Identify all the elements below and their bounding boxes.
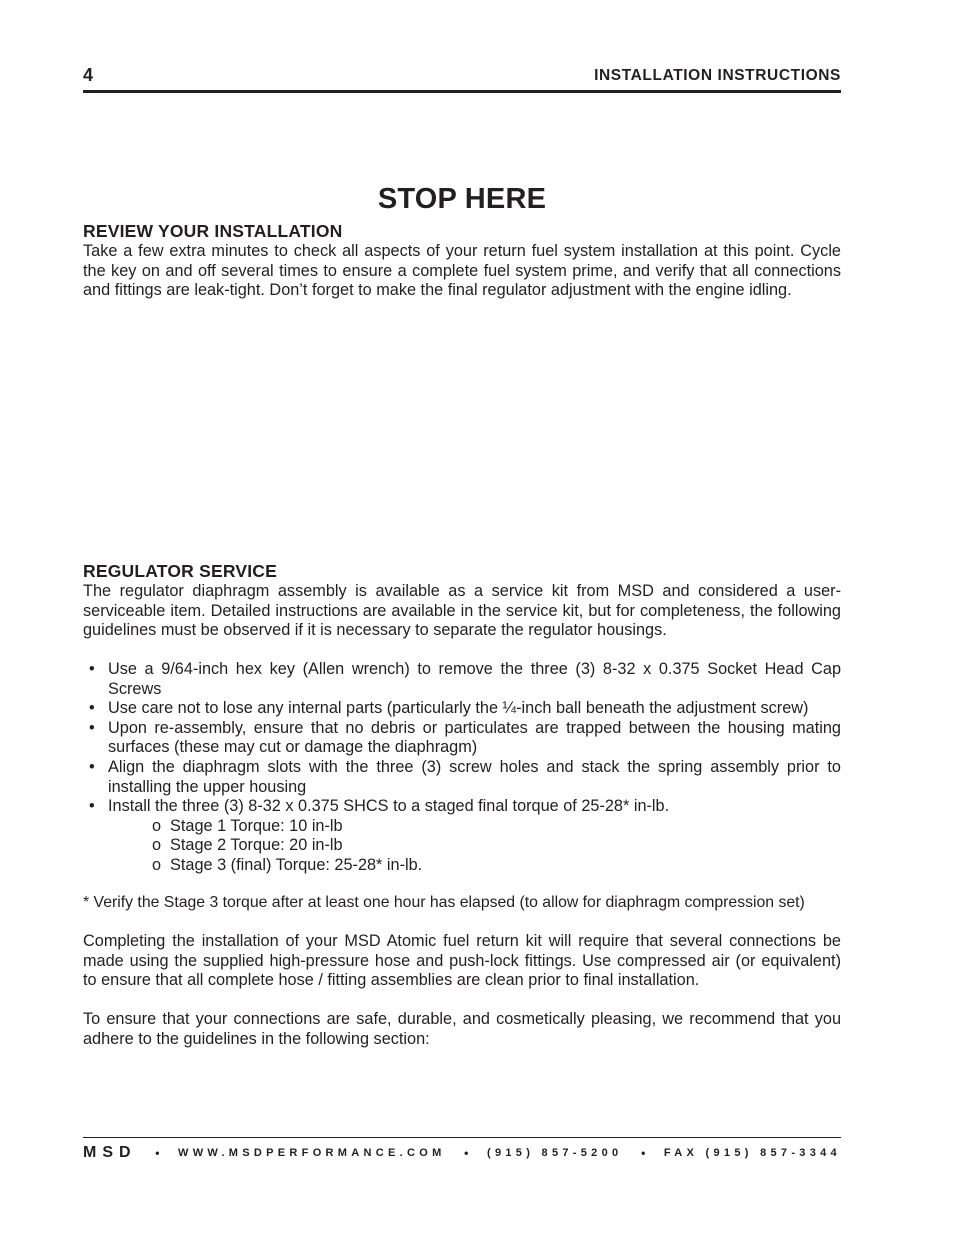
- review-heading: REVIEW YOUR INSTALLATION: [83, 221, 343, 241]
- completing-installation-paragraph: Completing the installation of your MSD Atomic fuel return kit will require that several connections be made using the supplied high-pressure hose and push-lock fittings. Use compressed air (or equivalent) to ensure that all complete hose / fitting assemblies are clean prior to final installation.: [83, 932, 841, 990]
- stop-here-title: STOP HERE: [377, 183, 547, 215]
- list-item: • Upon re-assembly, ensure that no debris or particulates are trapped between the housing mating surfaces (these may cut or damage the diaphragm): [83, 719, 841, 758]
- regulator-guidelines-list: [83, 660, 841, 876]
- torque-stage-item: o Stage 3 (final) Torque: 25-28* in-lb.: [108, 856, 841, 876]
- footer-rule: [83, 1137, 841, 1138]
- list-item: • Align the diaphragm slots with the three (3) screw holes and stack the spring assembly prior to installing the upper housing: [83, 758, 841, 797]
- footer-website: WWW.MSDPERFORMANCE.COM: [178, 1147, 446, 1159]
- footer-fax: FAX (915) 857-3344: [663, 1147, 841, 1159]
- footer-brand: MSD: [83, 1144, 137, 1161]
- torque-stage-item: o Stage 1 Torque: 10 in-lb: [108, 817, 841, 837]
- torque-stages-list: [108, 817, 841, 876]
- torque-footnote: * Verify the Stage 3 torque after at least one hour has elapsed (to allow for diaphragm compression set): [83, 894, 805, 911]
- list-item-text: Install the three (3) 8-32 x 0.375 SHCS to a staged final torque of 25-28* in-lb.: [108, 797, 670, 816]
- regulator-heading: REGULATOR SERVICE: [83, 561, 277, 581]
- list-item: • Use care not to lose any internal parts (particularly the ¼-inch ball beneath the adjustment screw): [83, 699, 841, 719]
- list-item: [83, 797, 841, 875]
- footer-phone: (915) 857-5200: [487, 1147, 623, 1159]
- torque-stage-item: o Stage 2 Torque: 20 in-lb: [108, 836, 841, 856]
- header-rule: [83, 90, 841, 93]
- header-title: INSTALLATION INSTRUCTIONS: [594, 67, 841, 84]
- footer-separator: •: [155, 1146, 160, 1160]
- guidelines-intro-paragraph: To ensure that your connections are safe, durable, and cosmetically pleasing, we recommend that you adhere to the guidelines in the following section:: [83, 1010, 841, 1048]
- list-item: • Use a 9/64-inch hex key (Allen wrench) to remove the three (3) 8-32 x 0.375 Socket Head Cap Screws: [83, 660, 841, 699]
- footer-separator: •: [464, 1146, 469, 1160]
- regulator-intro: The regulator diaphragm assembly is available as a service kit from MSD and considered a user-serviceable item. Detailed instructions are available in the service kit, but for completeness, the following guidelines must be observed if it is necessary to separate the regulator housings.: [83, 582, 841, 640]
- page-number: 4: [83, 65, 94, 85]
- footer-separator: •: [641, 1146, 646, 1160]
- review-body: Take a few extra minutes to check all aspects of your return fuel system installation at this point. Cycle the key on and off several times to ensure a complete fuel system prime, and verify that all connections and fittings are leak-tight. Don’t forget to make the final regulator adjustment with the engine idling.: [83, 242, 841, 300]
- page-footer: [83, 1142, 841, 1164]
